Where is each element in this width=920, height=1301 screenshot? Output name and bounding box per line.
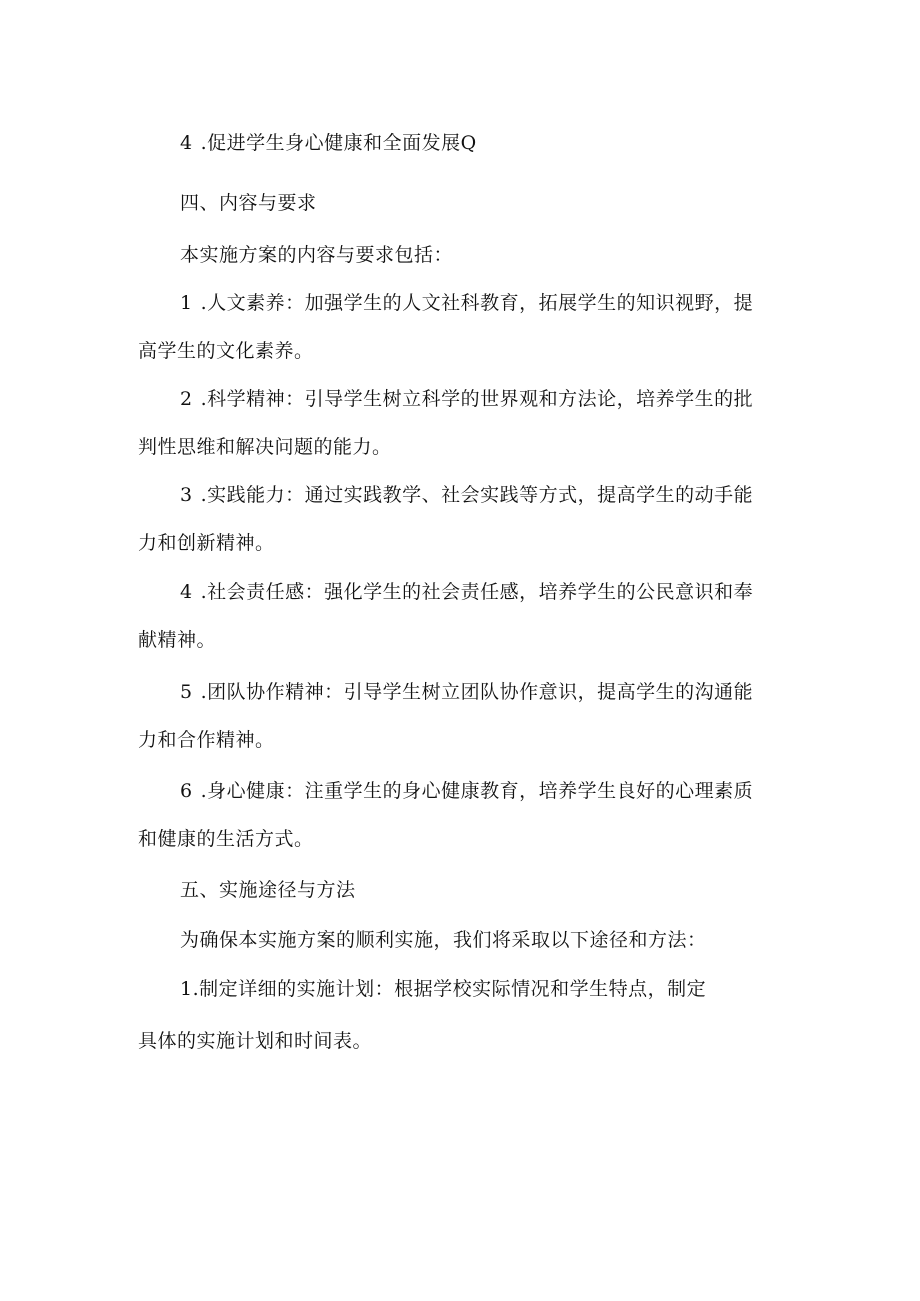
section-4-intro: 本实施方案的内容与要求包括： [180, 244, 454, 266]
item-5-line-b: 力和合作精神。 [138, 729, 275, 751]
item-3-line-a [180, 483, 753, 507]
item-1-text: .人文素养：加强学生的人文社科教育，拓展学生的知识视野，提 [200, 292, 754, 314]
item-2-number: 2 [180, 388, 193, 410]
method-1-line-a: 1.制定详细的实施计划：根据学校实际情况和学生特点，制定 [180, 978, 707, 1000]
item-6-line-a [180, 779, 753, 803]
section-heading-4: 四、内容与要求 [180, 192, 317, 214]
item-4-number: 4 [180, 581, 193, 603]
item-1-line-a [180, 291, 753, 315]
section-5-intro: 为确保本实施方案的顺利实施，我们将采取以下途径和方法： [180, 929, 707, 951]
item-4-line-a [180, 580, 753, 604]
goal-4-number: 4 [180, 132, 193, 154]
item-3-number: 3 [180, 484, 193, 506]
item-2-line-a [180, 387, 753, 411]
item-6-line-b: 和健康的生活方式。 [138, 828, 314, 850]
item-6-number: 6 [180, 780, 193, 802]
goal-4-text: .促进学生身心健康和全面发展Q [200, 132, 477, 154]
paragraph-goal-4 [180, 131, 477, 155]
method-1-line-b: 具体的实施计划和时间表。 [138, 1030, 373, 1052]
item-5-number: 5 [180, 681, 193, 703]
item-4-line-b: 献精神。 [138, 629, 217, 651]
item-1-line-b: 高学生的文化素养。 [138, 340, 314, 362]
item-6-text: .身心健康：注重学生的身心健康教育，培养学生良好的心理素质 [200, 780, 754, 802]
item-2-line-b: 判性思维和解决问题的能力。 [138, 436, 392, 458]
item-3-text: .实践能力：通过实践教学、社会实践等方式，提高学生的动手能 [200, 484, 754, 506]
item-5-line-a [180, 680, 753, 704]
section-heading-5: 五、实施途径与方法 [180, 879, 356, 901]
item-3-line-b: 力和创新精神。 [138, 532, 275, 554]
item-1-number: 1 [180, 292, 193, 314]
item-2-text: .科学精神：引导学生树立科学的世界观和方法论，培养学生的批 [200, 388, 754, 410]
item-4-text: .社会责任感：强化学生的社会责任感，培养学生的公民意识和奉 [200, 581, 754, 603]
item-5-text: .团队协作精神：引导学生树立团队协作意识，提高学生的沟通能 [200, 681, 754, 703]
